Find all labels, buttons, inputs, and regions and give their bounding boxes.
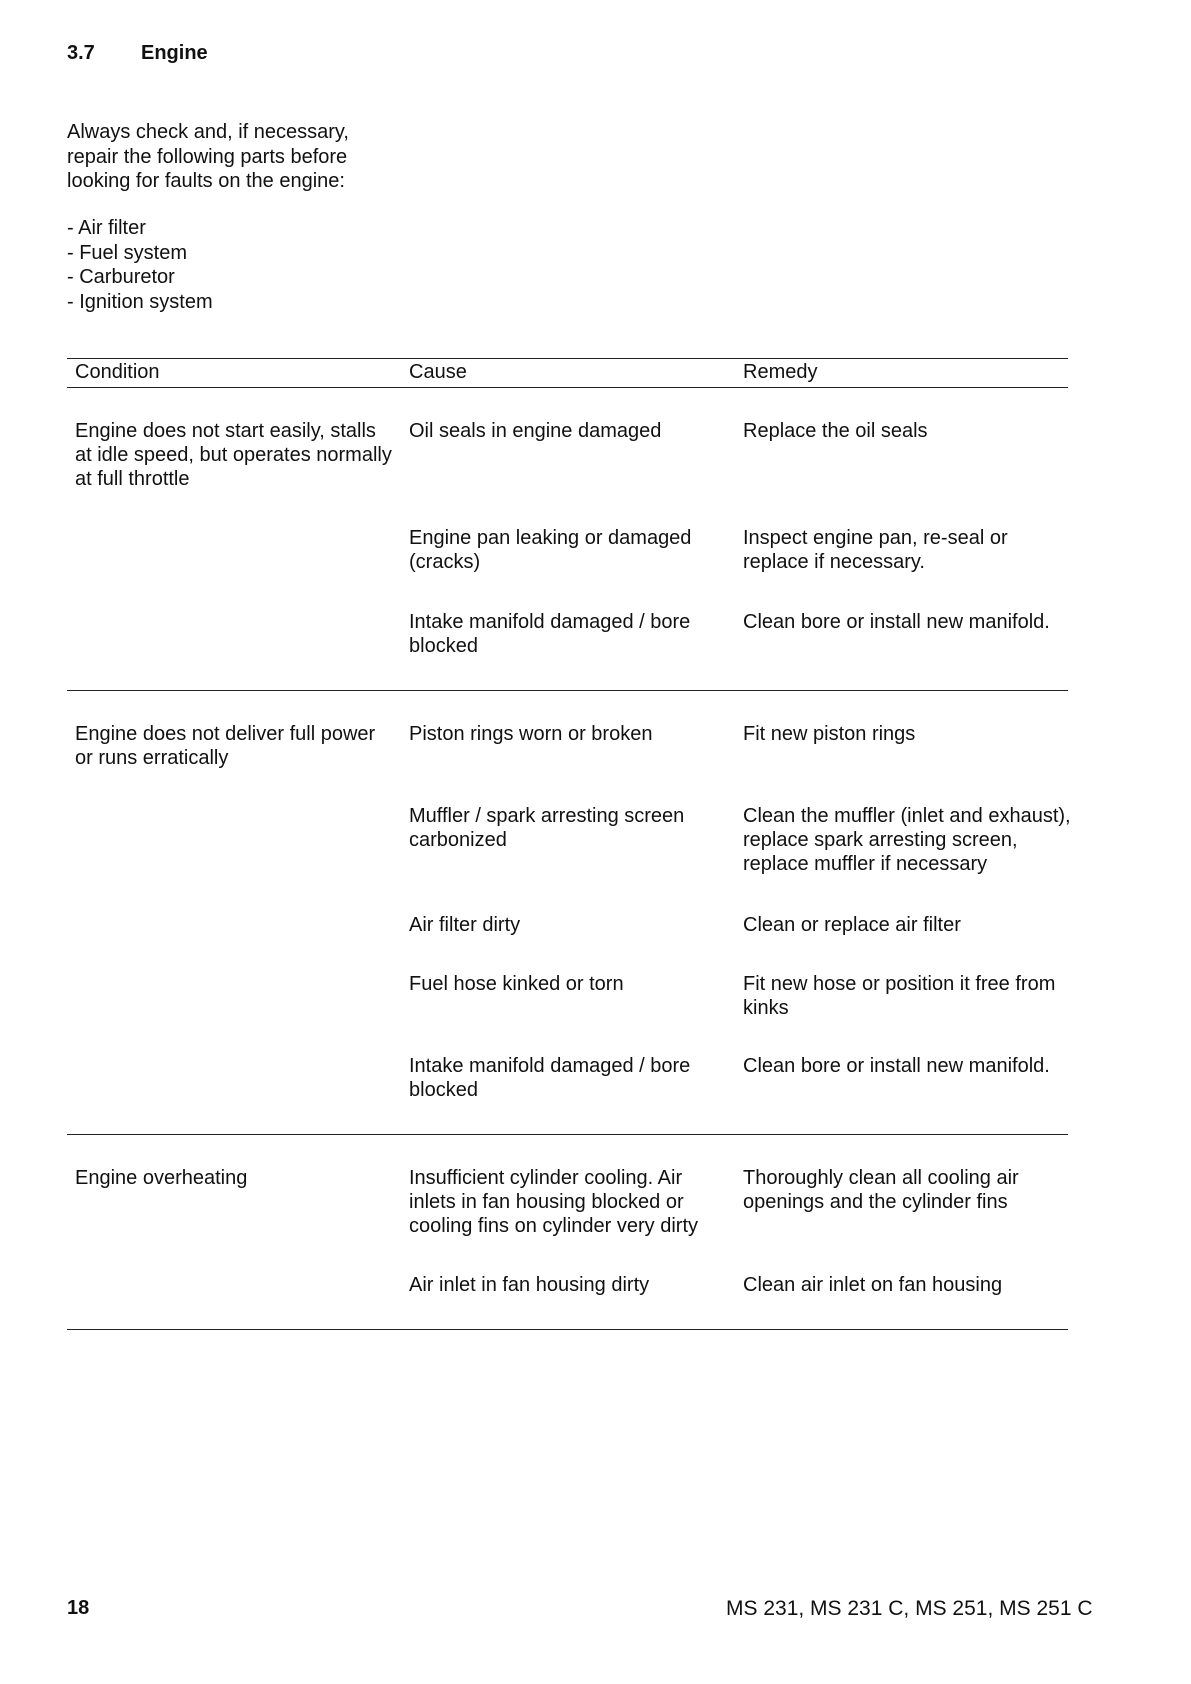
remedy-cell: Thoroughly clean all cooling air openings and the cylinder fins xyxy=(743,1167,1019,1213)
remedy-cell: Replace the oil seals xyxy=(743,420,928,442)
table-top-rule xyxy=(67,358,1068,359)
intro-paragraph: Always check and, if necessary, repair the following parts before looking for faults on the engine: xyxy=(67,121,349,192)
check-list-item: - Fuel system xyxy=(67,241,188,264)
remedy-cell: Fit new hose or position it free from kinks xyxy=(743,973,1056,1019)
condition-cell: Engine overheating xyxy=(75,1167,248,1189)
remedy-cell: Inspect engine pan, re-seal or replace if necessary. xyxy=(743,527,1008,573)
condition-cell: Engine does not deliver full power or runs erratically xyxy=(75,723,376,769)
check-list xyxy=(67,216,213,314)
check-list-item: - Air filter xyxy=(67,217,146,239)
section-number: 3.7 xyxy=(67,42,95,64)
remedy-cell: Clean bore or install new manifold. xyxy=(743,611,1050,633)
remedy-cell: Clean air inlet on fan housing xyxy=(743,1274,1003,1296)
cause-cell: Oil seals in engine damaged xyxy=(409,420,662,442)
remedy-cell: Clean bore or install new manifold. xyxy=(743,1055,1050,1077)
cause-cell: Air inlet in fan housing dirty xyxy=(409,1274,650,1296)
check-list-item: - Ignition system xyxy=(67,290,213,313)
header-condition: Condition xyxy=(75,361,160,383)
table-bottom-rule xyxy=(67,1329,1068,1330)
cause-cell: Piston rings worn or broken xyxy=(409,723,653,745)
section-title: Engine xyxy=(141,42,208,64)
condition-cell: Engine does not start easily, stalls at idle speed, but operates normally at full throttle xyxy=(75,420,392,490)
header-bottom-rule xyxy=(67,387,1068,388)
cause-cell: Insufficient cylinder cooling. Air inlets in fan housing blocked or cooling fins on cylinder very dirty xyxy=(409,1167,699,1237)
cause-cell: Engine pan leaking or damaged (cracks) xyxy=(409,527,692,573)
group-divider xyxy=(67,690,1068,691)
cause-cell: Intake manifold damaged / bore blocked xyxy=(409,611,691,657)
remedy-cell: Fit new piston rings xyxy=(743,723,916,745)
remedy-cell: Clean or replace air filter xyxy=(743,914,961,936)
page-number: 18 xyxy=(67,1597,90,1619)
group-divider xyxy=(67,1134,1068,1135)
remedy-cell: Clean the muffler (inlet and exhaust), replace spark arresting screen, replace muffler if necessary xyxy=(743,805,1071,875)
section-heading xyxy=(67,42,208,65)
check-list-item: - Carburetor xyxy=(67,266,175,288)
cause-cell: Intake manifold damaged / bore blocked xyxy=(409,1055,691,1101)
cause-cell: Fuel hose kinked or torn xyxy=(409,973,624,995)
model-list: MS 231, MS 231 C, MS 251, MS 251 C xyxy=(726,1597,1093,1620)
header-cause: Cause xyxy=(409,361,467,383)
cause-cell: Air filter dirty xyxy=(409,914,521,936)
cause-cell: Muffler / spark arresting screen carbonized xyxy=(409,805,685,851)
header-remedy: Remedy xyxy=(743,361,818,383)
